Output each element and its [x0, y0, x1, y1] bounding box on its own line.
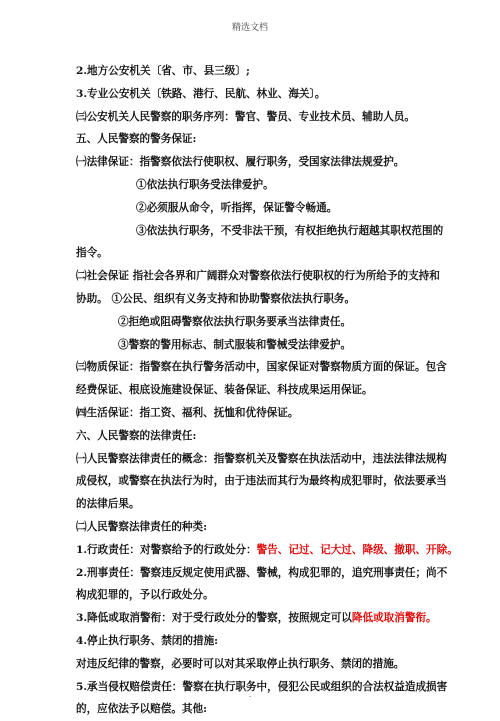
text-line [76, 174, 436, 197]
text-segment: ㈠法律保证：指警察依法行使职权、履行职务，受国家法律法规爱护。 [76, 156, 405, 169]
text-line [76, 128, 436, 151]
text-segment: 2.刑事责任：警察违反规定使用武器、警械，构成犯罪的，追究刑事责任；尚不 [76, 566, 448, 579]
text-line [76, 106, 436, 129]
text-line [76, 698, 436, 721]
page-footer-mark: . [248, 690, 252, 699]
text-segment: 的，应依法予以赔偿。其他: [76, 703, 208, 716]
text-segment: 3.专业公安机关〔铁路、港行、民航、林业、海关〕。 [76, 87, 326, 100]
text-line [76, 402, 436, 425]
text-segment: ③警察的警用标志、制式服装和警械受法律爱护。 [118, 338, 352, 351]
text-segment: ①依法执行职务受法律爱护。 [136, 178, 274, 191]
text-line [76, 379, 436, 402]
page-header: 精选文档 [231, 23, 268, 33]
text-line [76, 83, 436, 106]
text-line [76, 516, 436, 539]
text-line [76, 562, 448, 585]
text-segment: ㈡社会保证 指社会各界和广阔群众对警察依法行使职权的行为所给予的支持和 [76, 270, 440, 283]
document-body [76, 60, 458, 721]
text-line [76, 584, 436, 607]
text-line [76, 448, 447, 471]
highlighted-text: 降低或取消警衔。 [351, 612, 437, 625]
text-segment: 1.行政责任：对警察给予的行政处分： [76, 543, 257, 556]
text-segment: ㈡人民警察法律责任的种类: [76, 520, 208, 533]
text-line [76, 60, 436, 83]
text-segment: ㈢物质保证：指警察在执行警务活动中，国家保证对警察物质方面的保证。包含 [76, 361, 447, 374]
text-line [76, 265, 440, 288]
text-line [76, 220, 444, 243]
text-line [76, 493, 436, 516]
text-segment: ②必须服从命令，听指挥，保证警令畅通。 [136, 201, 338, 214]
text-segment: ㈠人民警察法律责任的概念：指警察机关及警察在执法活动中，违法法律法规构 [76, 452, 447, 465]
text-segment: 经费保证、根底设施建设保证、装备保证、科技成果运用保证。 [76, 384, 373, 397]
text-line [76, 311, 436, 334]
text-segment: 指令。 [76, 247, 108, 260]
highlighted-text: 警告、记过、记大过、降级、撤职、开除。 [256, 543, 458, 556]
text-segment: 对违反纪律的警察，必要时可以对其采取停止执行职务、禁闭的措施。 [76, 657, 405, 670]
text-segment: 5.承当侵权赔偿责任：警察在执行职务中，侵犯公民或组织的合法权益造成损害 [76, 680, 448, 693]
text-line [76, 470, 447, 493]
text-line [76, 334, 436, 357]
text-segment: 五、人民警察的警务保证: [76, 133, 197, 146]
text-segment: ③依法执行职务，不受非法干预，有权拒绝执行超越其职权范围的 [136, 224, 444, 237]
text-segment: ②拒绝或阻碍警察依法执行职务要承当法律责任。 [118, 315, 352, 328]
text-segment: 构成犯罪的，予以行政处分。 [76, 589, 214, 602]
text-line [76, 653, 436, 676]
text-line [76, 288, 436, 311]
text-segment: 协助。 ①公民、组织有义务支持和协助警察依法执行职务。 [76, 292, 356, 305]
text-line [76, 356, 447, 379]
text-segment: 六、人民警察的法律责任: [76, 429, 197, 442]
text-line [76, 151, 436, 174]
text-segment: 3.降低或取消警衔：对于受行政处分的警察，按照规定可以 [76, 612, 352, 625]
text-segment: 成侵权，或警察在执法行为时，由于违法而其行为最终构成犯罪时，依法要承当 [76, 475, 447, 488]
text-segment: 4.停止执行职务、禁闭的措施: [76, 634, 219, 647]
text-segment: ㈢公安机关人民警察的职务序列：警官、警员、专业技术员、辅助人员。 [76, 110, 415, 123]
text-line [76, 630, 436, 653]
text-line [76, 242, 436, 265]
text-line [76, 425, 436, 448]
text-segment: 2.地方公安机关〔省、市、县三级〕; [76, 65, 250, 77]
text-segment: ㈣生活保证：指工资、福利、抚恤和优待保证。 [76, 406, 299, 419]
text-line [76, 539, 458, 562]
text-segment: 的法律后果。 [76, 498, 140, 511]
text-line [76, 197, 436, 220]
text-line [76, 607, 436, 630]
